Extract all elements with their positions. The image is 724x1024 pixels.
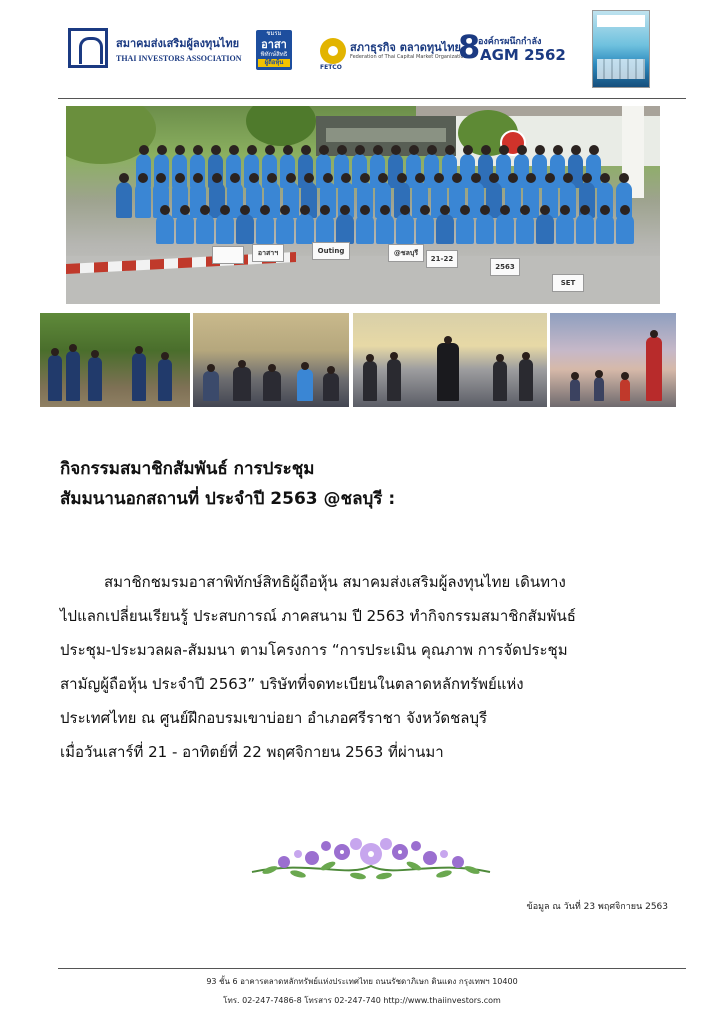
flower-ornament-icon [248, 832, 494, 888]
photo-sign: @ชลบุรี [388, 244, 424, 262]
footer-address: 93 ชั้น 6 อาคารตลาดหลักทรัพย์แห่งประเทศไทย ถนนรัชดาภิเษก ดินแดง กรุงเทพฯ 10400 [206, 977, 518, 986]
article-body-line: ประชุม-ประมวลผล-สัมมนา ตามโครงการ “การประเมิน คุณภาพ การจัดประชุม [60, 641, 568, 659]
photo-person [356, 214, 374, 244]
photo-person [296, 214, 314, 244]
photo-sign [212, 246, 244, 264]
agm-number: 8 [458, 28, 481, 66]
photo-sign: 2563 [490, 258, 520, 276]
agm-logo [458, 28, 566, 70]
photo-sign: 21-22 [426, 250, 458, 268]
photo-person [236, 214, 254, 244]
photo-crowd [96, 142, 636, 262]
article-title-line2: สัมมนานอกสถานที่ ประจำปี 2563 @ชลบุรี : [60, 489, 396, 509]
tia-name-th: สมาคมส่งเสริมผู้ลงทุนไทย [116, 37, 240, 50]
club-logo-line4: ผู้ถือหุ้น [258, 59, 290, 67]
header-divider [58, 98, 686, 99]
agm-subtitle-th: องค์กรผนึกกำลัง [478, 37, 542, 47]
article-body-line: สามัญผู้ถือหุ้น ประจำปี 2563” บริษัทที่จดทะเบียนในตลาดหลักทรัพย์แห่ง [60, 675, 524, 693]
club-logo [256, 30, 292, 70]
data-date-note: ข้อมูล ณ วันที่ 23 พฤศจิกายน 2563 [526, 902, 668, 912]
activity-photo-forest [40, 313, 190, 407]
group-photo [66, 106, 660, 304]
article-body-line: เมื่อวันเสาร์ที่ 21 - อาทิตย์ที่ 22 พฤศจิกายน 2563 ที่ผ่านมา [60, 743, 444, 761]
page-header [58, 10, 688, 92]
photo-person [336, 214, 354, 244]
photo-person [556, 214, 574, 244]
photo-person [316, 214, 334, 244]
photo-tree [246, 106, 316, 146]
article-body-line: สมาชิกชมรมอาสาพิทักษ์สิทธิผู้ถือหุ้น สมาคมส่งเสริมผู้ลงทุนไทย เดินทาง [104, 573, 566, 591]
tia-logo [68, 28, 248, 74]
tia-emblem-icon [68, 28, 108, 68]
photo-person [216, 214, 234, 244]
fetco-logo [320, 34, 470, 71]
article-body-line: ไปแลกเปลี่ยนเรียนรู้ ประสบการณ์ ภาคสนาม ปี 2563 ทำกิจกรรมสมาชิกสัมพันธ์ [60, 607, 576, 625]
tia-name-en: THAI INVESTORS ASSOCIATION [116, 54, 242, 63]
fetco-subtitle: Federation of Thai Capital Market Organizations [350, 54, 470, 60]
club-logo-line2: อาสา [261, 38, 287, 51]
photo-person [476, 214, 494, 244]
photo-person [196, 214, 214, 244]
article-title-line1: กิจกรรมสมาชิกสัมพันธ์ การประชุม [60, 459, 315, 479]
photo-person [516, 214, 534, 244]
club-logo-line3: พิทักษ์สิทธิ [260, 51, 288, 58]
fetco-name-th: สภาธุรกิจ ตลาดทุนไทย [350, 41, 461, 54]
event-poster-thumbnail [592, 10, 650, 88]
photo-person [396, 214, 414, 244]
photo-person [116, 182, 132, 218]
footer-contact: โทร. 02-247-7486-8 โทรสาร 02-247-740 http://www.thaiinvestors.com [223, 996, 501, 1005]
photo-person [616, 214, 634, 244]
photo-person [436, 214, 454, 244]
footer-divider [58, 968, 686, 969]
article-title [60, 454, 680, 514]
photo-person [576, 214, 594, 244]
club-logo-line1: ชมรม [266, 30, 282, 37]
photo-person [276, 214, 294, 244]
activity-photo-exercise [550, 313, 676, 407]
photo-person [456, 214, 474, 244]
photo-person [596, 214, 614, 244]
photo-sign: Outing [312, 242, 350, 260]
photo-person [256, 214, 274, 244]
photo-person [135, 182, 151, 218]
photo-person [376, 214, 394, 244]
photo-sign: SET [552, 274, 584, 292]
photo-person [416, 214, 434, 244]
photo-person [156, 214, 174, 244]
fetco-emblem-icon [320, 38, 346, 64]
photo-person [536, 214, 554, 244]
photo-person [496, 214, 514, 244]
photo-sign: อาสาฯ [252, 244, 284, 262]
agm-text: AGM 2562 [480, 46, 566, 64]
article-body-line: ประเทศไทย ณ ศูนย์ฝึกอบรมเขาบ่อยา อำเภอศรีราชา จังหวัดชลบุรี [60, 709, 488, 727]
fetco-label: FETCO [320, 64, 342, 71]
photo-person [176, 214, 194, 244]
activity-photo-meeting-room [193, 313, 349, 407]
activity-photo-seminar [353, 313, 547, 407]
article-body [60, 565, 696, 769]
